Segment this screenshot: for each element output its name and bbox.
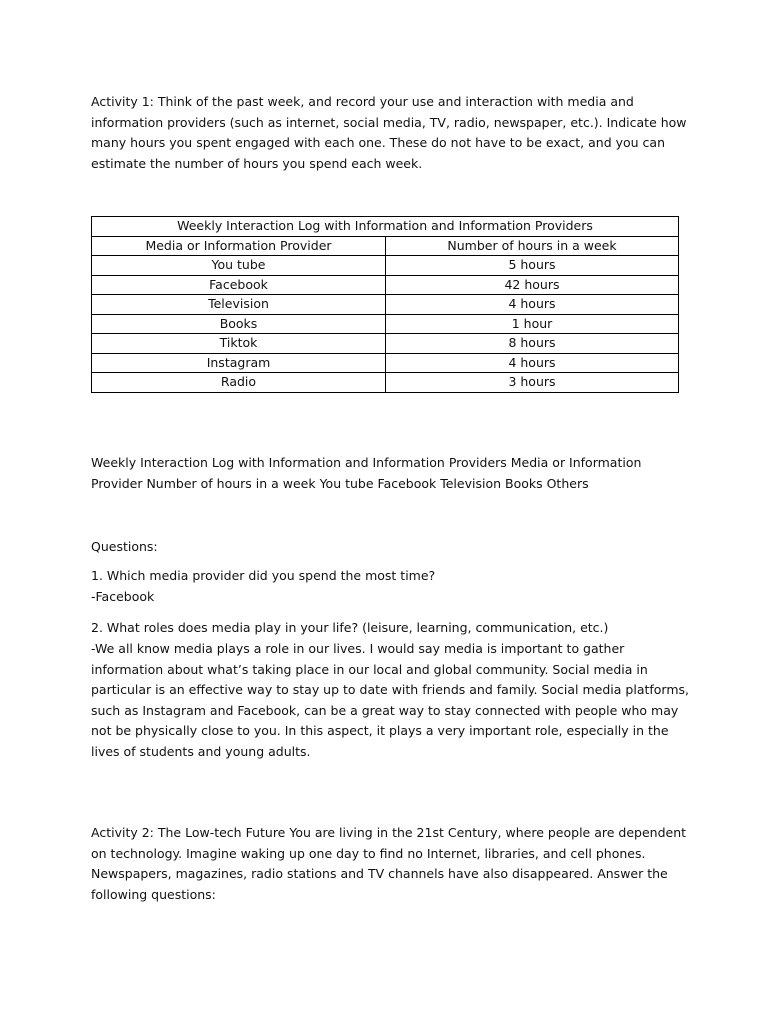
provider-cell: Instagram [92, 353, 386, 373]
table-row [92, 373, 679, 393]
answer-1: -Facebook [91, 589, 155, 604]
header-hours: Number of hours in a week [386, 236, 679, 256]
table-row [92, 334, 679, 354]
hours-cell: 3 hours [386, 373, 679, 393]
activity2-paragraph: Activity 2: The Low-tech Future You are living in the 21st Century, where people are dependent on technology. Imagine waking up one day to find no Internet, libraries, and cell phones. Newspapers, magazines, radio stations and TV channels have also disappeared. Answer the following questions: [91, 825, 687, 902]
table-row [92, 295, 679, 315]
question-1: 1. Which media provider did you spend the most time? [91, 568, 436, 583]
provider-cell: Television [92, 295, 386, 315]
table-header-row [92, 236, 679, 256]
provider-cell: Tiktok [92, 334, 386, 354]
provider-cell: Facebook [92, 275, 386, 295]
flattened-log-paragraph: Weekly Interaction Log with Information and Information Providers Media or Information Provider Number of hours in a week You tube Facebook Television Books Others [91, 455, 642, 491]
answer-2: -We all know media plays a role in our lives. I would say media is important to gather information about what’s taking place in our local and global community. Social media in particular is an effective way to stay up to date with friends and family. Social media platforms, such as Instagram and Facebook, can be a great way to stay connected with people who may not be physically close to you. In this aspect, it plays a very important role, especially in the lives of students and young adults. [91, 641, 690, 759]
table-row [92, 353, 679, 373]
activity1-paragraph: Activity 1: Think of the past week, and record your use and interaction with media and information providers (such as internet, social media, TV, radio, newspaper, etc.). Indicate how many hours you spent engaged with each one. These do not have to be exact, and you can estimate the number of hours you spend each week. [91, 94, 687, 171]
provider-cell: You tube [92, 256, 386, 276]
hours-cell: 4 hours [386, 353, 679, 373]
questions-heading: Questions: [91, 539, 158, 554]
provider-cell: Radio [92, 373, 386, 393]
question-2: 2. What roles does media play in your life? (leisure, learning, communication, etc.) [91, 620, 609, 635]
table-row [92, 314, 679, 334]
hours-cell: 5 hours [386, 256, 679, 276]
table-title-row [92, 217, 679, 237]
hours-cell: 1 hour [386, 314, 679, 334]
table-title: Weekly Interaction Log with Information and Information Providers [92, 217, 679, 237]
provider-cell: Books [92, 314, 386, 334]
hours-cell: 42 hours [386, 275, 679, 295]
weekly-log-table [91, 216, 679, 393]
hours-cell: 4 hours [386, 295, 679, 315]
header-provider: Media or Information Provider [92, 236, 386, 256]
table-row [92, 256, 679, 276]
table-row [92, 275, 679, 295]
hours-cell: 8 hours [386, 334, 679, 354]
